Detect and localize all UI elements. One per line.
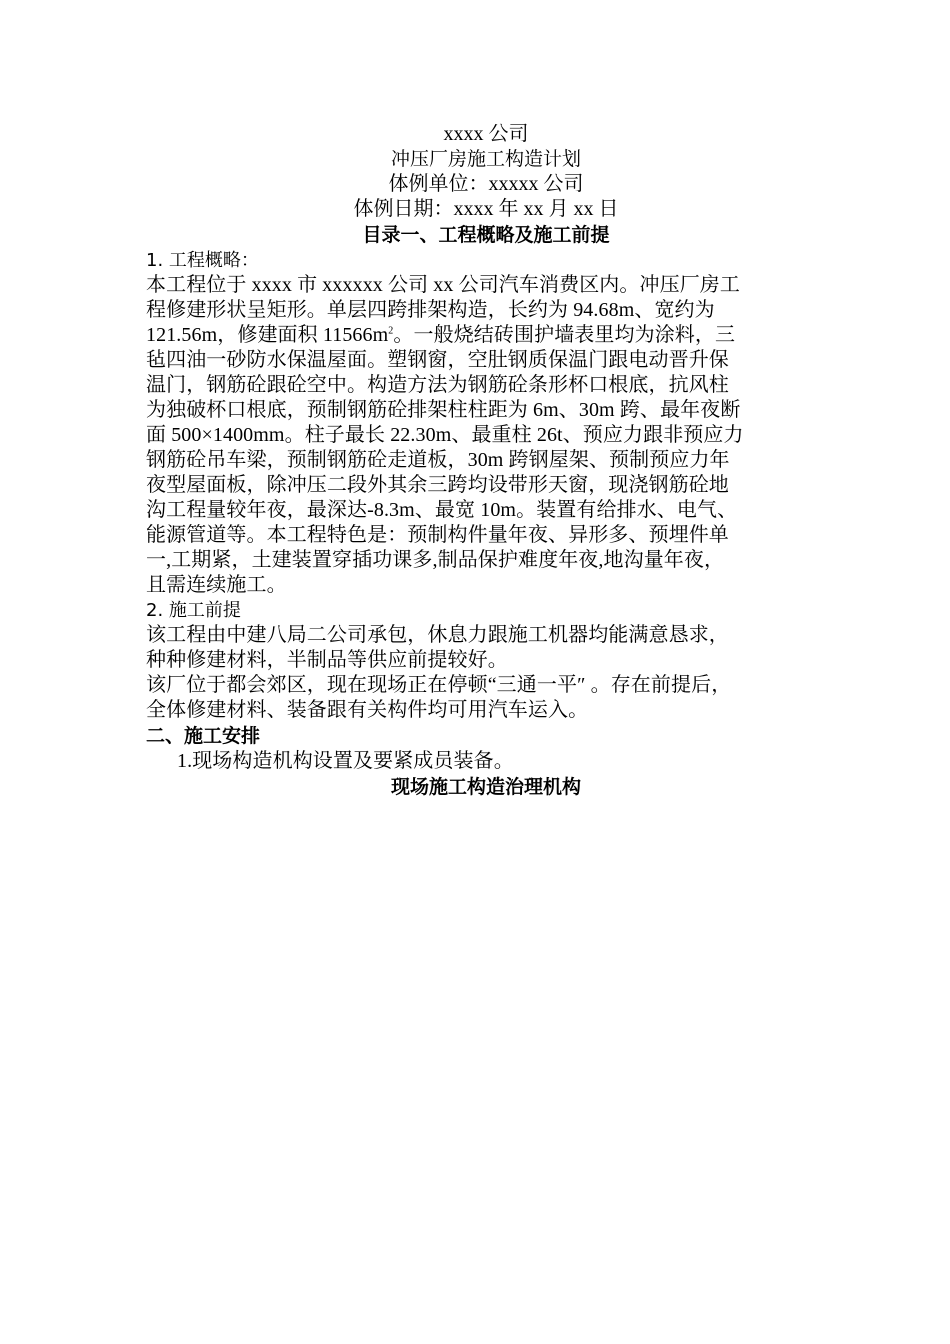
paragraph-line: 为独破杯口根底，预制钢筋砼排架柱柱距为 6m、30m 跨、最年夜断 <box>146 399 741 421</box>
chapter-2-item-1 <box>146 749 826 774</box>
compiling-date: 体例日期：xxxx 年 xx 月 xx 日 <box>353 198 619 220</box>
paragraph-line: 毡四油一砂防水保温屋面。塑钢窗，空肚钢质保温门跟电动晋升保 <box>146 349 729 371</box>
area-text: 121.56m，修建面积 11566m <box>146 324 389 346</box>
area-superscript: 2 <box>388 325 394 337</box>
company-name: xxxx 公司 <box>443 123 529 145</box>
project-overview-paragraph <box>146 273 826 598</box>
paragraph-line: 能源管道等。本工程特色是：预制构件量年夜、异形多、预埋件单 <box>146 524 729 546</box>
paragraph-line: 1.现场构造机构设置及要紧成员装备。 <box>177 750 514 772</box>
paragraph-line: 本工程位于 xxxx 市 xxxxxx 公司 xx 公司汽车消费区内。冲压厂房工 <box>146 274 740 296</box>
paragraph-line: 一,工期紧，土建装置穿插功课多,制品保护难度年夜,地沟量年夜， <box>146 549 725 571</box>
chapter-2-heading: 二、施工安排 <box>146 725 261 747</box>
paragraph-line: 该厂位于都会郊区，现在现场正在停顿“三通一平″ 。存在前提后， <box>146 674 732 696</box>
compiling-unit: 体例单位：xxxxx 公司 <box>388 173 584 195</box>
paragraph-line: 程修建形状呈矩形。单层四跨排架构造，长约为 94.68m、宽约为 <box>146 299 715 321</box>
paragraph-line: 全体修建材料、装备跟有关构件均可用汽车运入。 <box>146 699 589 721</box>
document-title: 冲压厂房施工构造计划 <box>390 148 581 170</box>
paragraph-line: 夜型屋面板，除冲压二段外其余三跨均设带形天窗，现浇钢筋砼地 <box>146 474 729 496</box>
paragraph-line: 种种修建材料，半制品等供应前提较好。 <box>146 649 508 671</box>
paragraph-line: 该工程由中建八局二公司承包，休息力跟施工机器均能满意恳求， <box>146 624 729 646</box>
section-2-heading: 2. 施工前提 <box>146 600 241 621</box>
paragraph-line <box>146 323 826 348</box>
paragraph-line: 钢筋砼吊车梁，预制钢筋砼走道板，30m 跨钢屋架、预制预应力年 <box>146 449 730 471</box>
document-body <box>146 122 826 800</box>
paragraph-line: 面 500×1400mm。柱子最长 22.30m、最重柱 26t、预应力跟非预应力 <box>146 424 744 446</box>
area-text-rest: 。一般烧结砖围护墙表里均为涂料，三 <box>393 324 736 346</box>
construction-conditions-paragraph <box>146 623 826 723</box>
toc-heading: 目录一、工程概略及施工前提 <box>362 224 610 246</box>
paragraph-line: 温门，钢筋砼跟砼空中。构造方法为钢筋砼条形杯口根底，抗风柱 <box>146 374 729 396</box>
paragraph-line: 沟工程量较年夜，最深达-8.3m、最宽 10m。装置有给排水、电气、 <box>146 499 738 521</box>
section-1-heading: 1. 工程概略： <box>146 250 259 271</box>
paragraph-line: 且需连续施工。 <box>146 574 287 596</box>
org-structure-title: 现场施工构造治理机构 <box>390 776 581 798</box>
